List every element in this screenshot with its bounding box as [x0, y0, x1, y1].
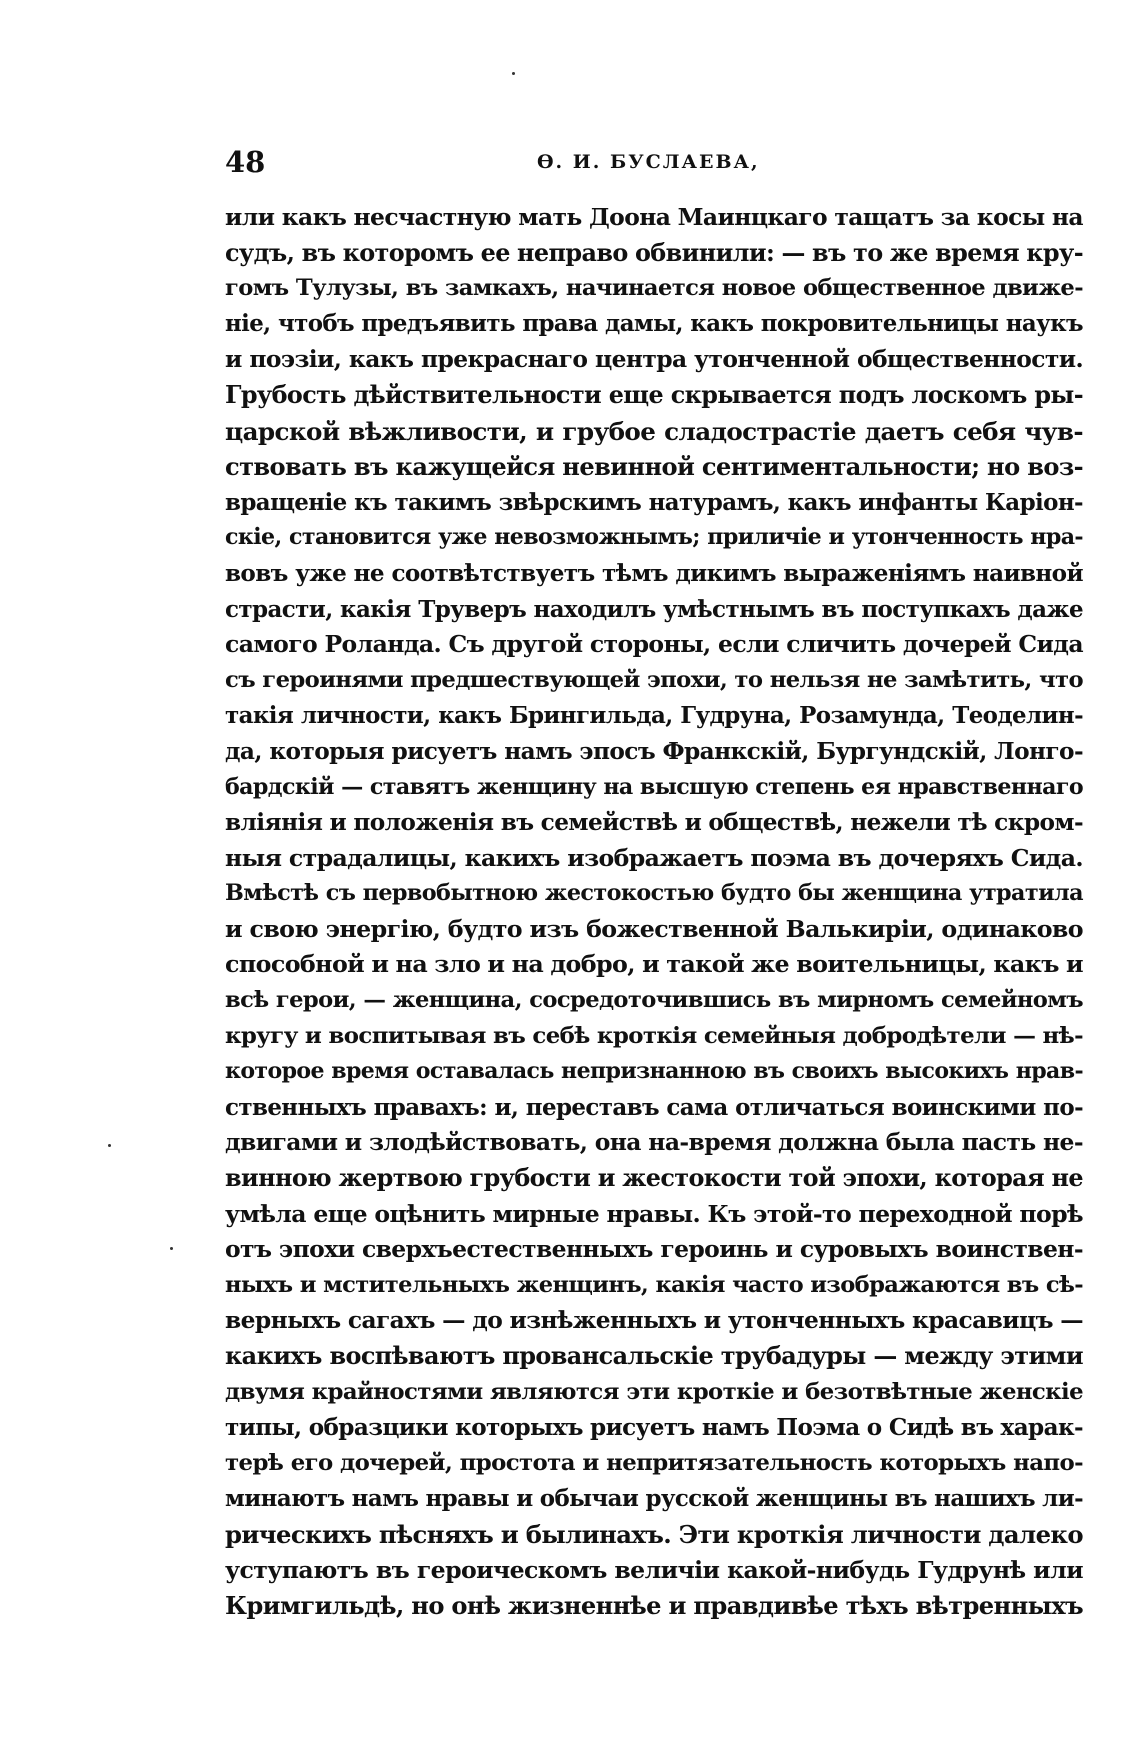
text-line: ныхъ и мстительныхъ женщинъ, какія часто изображаются въ сѣ- [225, 1271, 1083, 1298]
text-line: вращеніе къ такимъ звѣрскимъ натурамъ, какъ инфанты Каріон- [225, 488, 1083, 516]
text-line: царской вѣжливости, и грубое сладострастіе даетъ себя чув- [225, 416, 1083, 446]
body-text [225, 200, 1083, 1624]
scan-speck [512, 72, 515, 75]
text-line: страсти, какія Труверъ находилъ умѣстнымъ въ поступкахъ даже [225, 595, 1083, 623]
text-line: винною жертвою грубости и жестокости той эпохи, которая не [225, 1164, 1083, 1193]
text-line: съ героинями предшествующей эпохи, то нельзя не замѣтить, что [225, 666, 1083, 693]
page-number: 48 [225, 145, 266, 179]
text-line: рическихъ пѣсняхъ и былинахъ. Эти кроткія личности далеко [225, 1519, 1083, 1549]
text-line: ствовать въ кажущейся невинной сентиментальности; но воз- [225, 452, 1083, 482]
running-head: Ѳ. И. БУСЛАЕВА, [537, 151, 760, 173]
text-line: такія личности, какъ Брингильда, Гудруна, Розамунда, Теоделин- [225, 702, 1083, 730]
text-line: Кримгильдѣ, но онѣ жизненнѣе и правдивѣе тѣхъ вѣтренныхъ [225, 1591, 1083, 1621]
text-line: которое время оставалась непризнанною въ своихъ высокихъ нрав- [225, 1058, 1083, 1085]
text-line: вовъ уже не соотвѣтствуетъ тѣмъ дикимъ выраженіямъ наивной [225, 559, 1083, 587]
text-line: Вмѣстѣ съ первобытною жестокостью будто бы женщина утратила [225, 880, 1083, 907]
text-line: самого Роланда. Съ другой стороны, если сличить дочерей Сида [225, 630, 1083, 659]
text-line: типы, образцики которыхъ рисуетъ намъ Поэма о Сидѣ въ харак- [225, 1414, 1083, 1442]
text-line: бардскій — ставятъ женщину на высшую степень ея нравственнаго [225, 773, 1083, 800]
text-line: ніе, чтобъ предъявить права дамы, какъ покровительницы наукъ [225, 310, 1083, 337]
text-line: и поэзіи, какъ прекраснаго центра утонченной общественности. [225, 345, 1083, 374]
text-line: судъ, въ которомъ ее неправо обвинили: — въ то же время кру- [225, 238, 1083, 267]
text-line: гомъ Тулузы, въ замкахъ, начинается новое общественное движе- [225, 275, 1083, 302]
text-line: кругу и воспитывая въ себѣ кроткія семейныя добродѣтели — нѣ- [225, 1022, 1083, 1049]
text-line: ственныхъ правахъ: и, переставъ сама отличаться воинскими по- [225, 1093, 1083, 1121]
scan-speck [170, 1247, 173, 1250]
text-line: двигами и злодѣйствовать, она на-время должна была пасть не- [225, 1128, 1083, 1157]
text-line: Грубость дѣйствительности еще скрывается подъ лоскомъ ры- [225, 380, 1083, 409]
text-line: отъ эпохи сверхъестественныхъ героинь и суровыхъ воинствен- [225, 1235, 1083, 1264]
text-line: всѣ герои, — женщина, сосредоточившись въ мирномъ семейномъ [225, 987, 1083, 1014]
text-line: ныя страдалицы, какихъ изображаетъ поэма въ дочеряхъ Сида. [225, 843, 1083, 872]
scan-speck [108, 1144, 111, 1147]
text-line: и свою энергію, будто изъ божественной Валькиріи, одинаково [225, 914, 1083, 943]
text-line: скіе, становится уже невозможнымъ; приличіе и утонченность нра- [225, 524, 1083, 551]
text-line: да, которыя рисуетъ намъ эпосъ Франкскій, Бургундскій, Лонго- [225, 737, 1083, 765]
text-line: терѣ его дочерей, простота и непритязательность которыхъ напо- [225, 1449, 1083, 1476]
text-line: уступаютъ въ героическомъ величіи какой-нибудь Гудрунѣ или [225, 1555, 1083, 1584]
text-line: способной и на зло и на добро, и такой же воительницы, какъ и [225, 950, 1083, 979]
text-line: верныхъ сагахъ — до изнѣженныхъ и утонченныхъ красавицъ — [225, 1306, 1083, 1335]
page-header [225, 145, 1083, 185]
text-line: вліянія и положенія въ семействѣ и обществѣ, нежели тѣ скром- [225, 809, 1083, 837]
text-line: или какъ несчастную мать Доона Маинцкаго тащатъ за косы на [225, 203, 1083, 231]
text-line: двумя крайностями являются эти кроткіе и безотвѣтные женскіе [225, 1378, 1083, 1405]
text-line: какихъ воспѣваютъ провансальскіе трубадуры — между этими [225, 1342, 1083, 1370]
text-line: минаютъ намъ нравы и обычаи русской женщины въ нашихъ ли- [225, 1485, 1083, 1513]
text-line: умѣла еще оцѣнить мирные нравы. Къ этой-то переходной порѣ [225, 1199, 1083, 1228]
